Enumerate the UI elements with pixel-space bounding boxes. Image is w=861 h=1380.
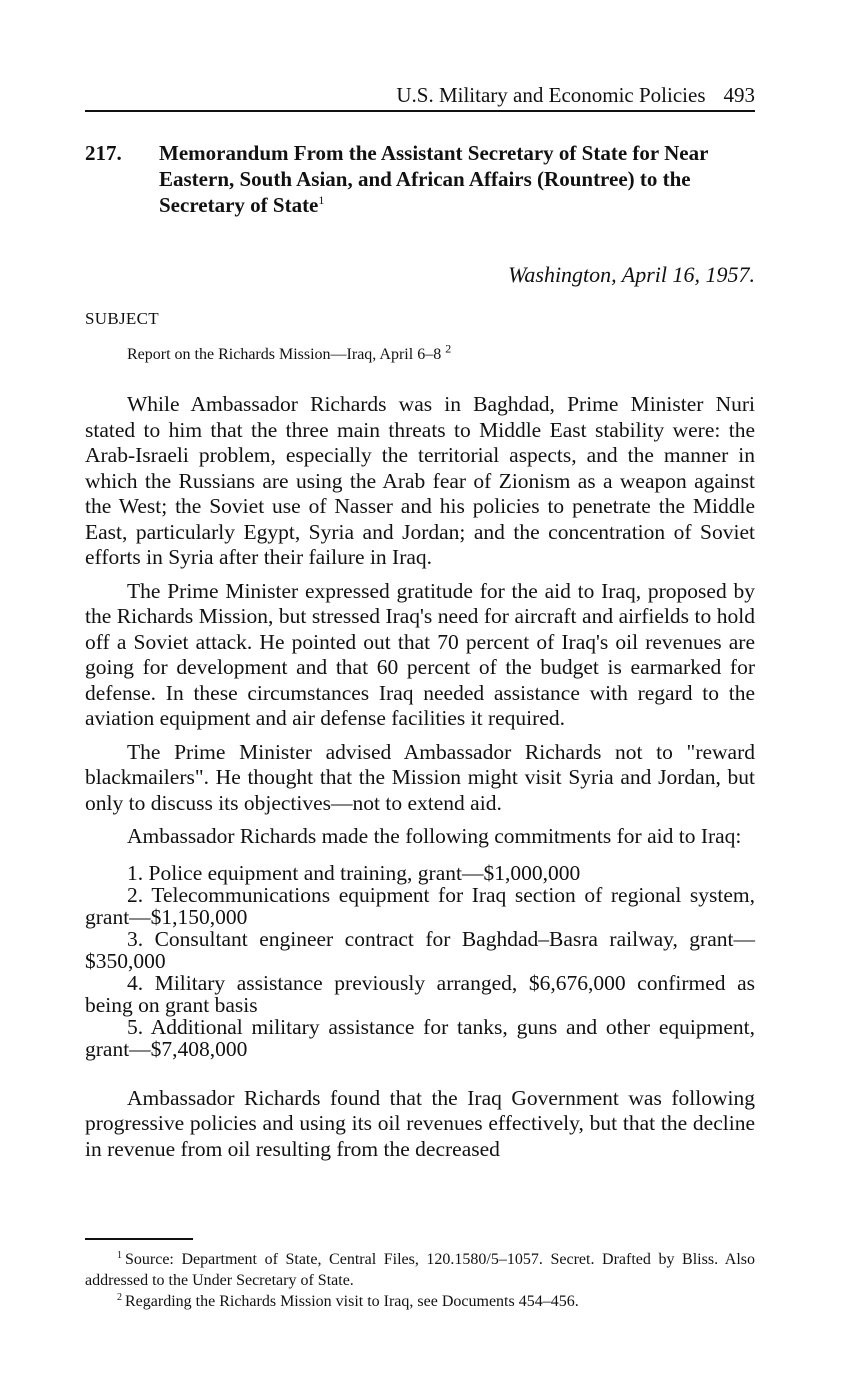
footnote-ref-1[interactable]: 1 (318, 193, 325, 207)
footnote-2 (85, 1291, 755, 1312)
page-number: 493 (723, 83, 755, 107)
list-item: 4. Military assistance previously arranged, $6,676,000 confirmed as being on grant basis (85, 970, 755, 1017)
paragraph-4: Ambassador Richards made the following commitments for aid to Iraq: (127, 824, 742, 848)
list-item: 5. Additional military assistance for tanks, guns and other equipment, grant—$7,408,000 (85, 1014, 755, 1061)
document-number: 217. (85, 141, 122, 165)
paragraph-2: The Prime Minister expressed gratitude for the aid to Iraq, proposed by the Richards Mission, but stressed Iraq's need for aircraft and airfields to hold off a Soviet attack. He pointed out that 70 percent of Iraq's oil revenues are going for development and that 60 percent of the budget is earmarked for defense. In these circumstances Iraq needed assistance with regard to the aviation equipment and air defense facilities it required. (85, 578, 755, 730)
footnote-mark-1: 1 (117, 1249, 122, 1261)
footnote-divider (85, 1238, 193, 1240)
paragraph-5: Ambassador Richards found that the Iraq Government was following progressive policies and using its oil revenues effectively, but that the decline in revenue from oil resulting from the decreased (85, 1085, 755, 1161)
list-item: 3. Consultant engineer contract for Baghdad–Basra railway, grant—$350,000 (85, 926, 755, 973)
running-head-title: U.S. Military and Economic Policies (396, 83, 706, 107)
running-head (85, 82, 755, 112)
footnote-text-2: Regarding the Richards Mission visit to Iraq, see Documents 454–456. (125, 1293, 579, 1310)
subject-text (127, 341, 452, 366)
document-heading (85, 140, 755, 218)
footnote-mark-2: 2 (117, 1291, 122, 1303)
commitments-list (85, 862, 755, 1060)
footnote-1 (85, 1249, 755, 1291)
dateline: Washington, April 16, 1957. (508, 262, 755, 287)
memo-body (85, 392, 755, 1170)
paragraph-1: While Ambassador Richards was in Baghdad, Prime Minister Nuri stated to him that the three main threats to Middle East stability were: the Arab-Israeli problem, especially the territorial aspects, and the manner in which the Russians are using the Arab fear of Zionism as a weapon against the West; the Soviet use of Nasser and his policies to penetrate the Middle East, particularly Egypt, Syria and Jordan; and the concentration of Soviet efforts in Syria after their failure in Iraq. (85, 392, 755, 569)
list-item: 2. Telecommunications equipment for Iraq section of regional system, grant—$1,150,000 (85, 882, 755, 929)
footnotes (85, 1249, 755, 1312)
paragraph-3: The Prime Minister advised Ambassador Richards not to "reward blackmailers". He thought that the Mission might visit Syria and Jordan, but only to discuss its objectives—not to extend aid. (85, 739, 755, 815)
subject-label: SUBJECT (85, 309, 159, 328)
footnote-text-1: Source: Department of State, Central Files, 120.1580/5–1057. Secret. Drafted by Bliss. Also addressed to the Under Secretary of State. (85, 1251, 755, 1289)
document-title: Memorandum From the Assistant Secretary of State for Near Eastern, South Asian, and African Affairs (Rountree) to the Secretary of State (159, 141, 709, 217)
subject-line: Report on the Richards Mission—Iraq, April 6–8 (127, 346, 442, 363)
list-item: 1. Police equipment and training, grant—$1,000,000 (127, 860, 581, 885)
footnote-ref-2[interactable]: 2 (445, 341, 452, 356)
